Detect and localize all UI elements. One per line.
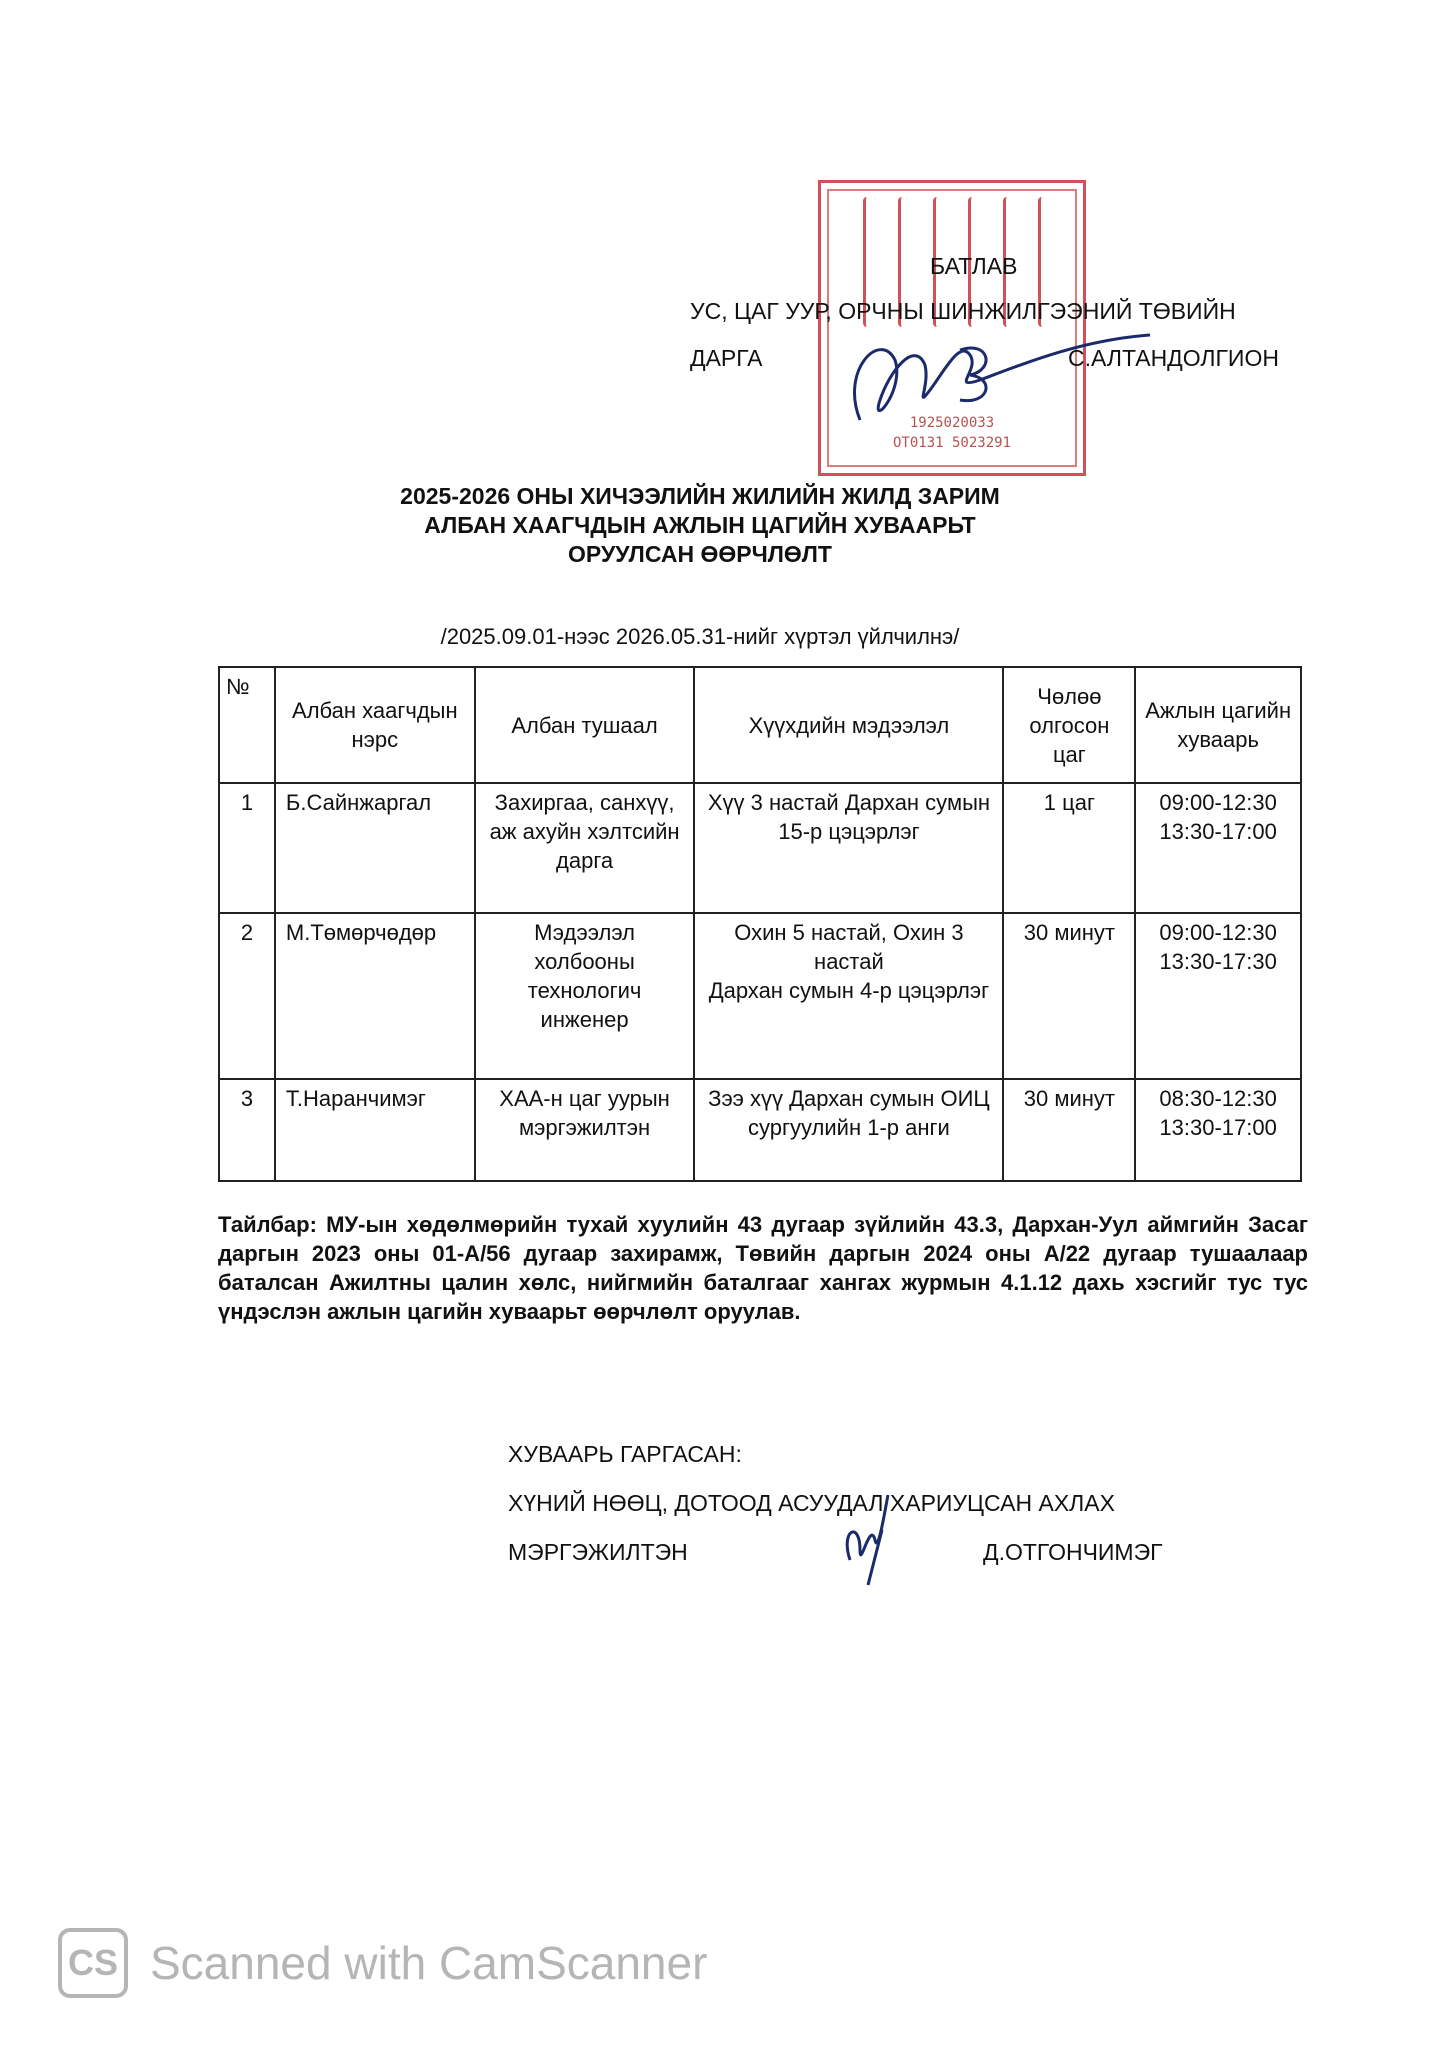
header-schedule: Ажлын цагийн хуваарь bbox=[1135, 667, 1301, 783]
validity-period: /2025.09.01-нээс 2026.05.31-нийг хүртэл үйлчилнэ/ bbox=[440, 624, 960, 649]
prepared-by-role: МЭРГЭЖИЛТЭН bbox=[508, 1539, 688, 1565]
schedule-table bbox=[218, 666, 1302, 1182]
prepared-by-header: ХУВААРЬ ГАРГАСАН: bbox=[508, 1441, 742, 1467]
table-row bbox=[219, 783, 1301, 913]
schedule-morning: 08:30-12:30 bbox=[1159, 1086, 1277, 1111]
employee-position: Мэдээлэл холбооны технологич инженер bbox=[475, 913, 695, 1079]
schedule-afternoon: 13:30-17:00 bbox=[1159, 819, 1277, 844]
watermark-text: Scanned with CamScanner bbox=[150, 1937, 708, 1989]
leave-time: 30 минут bbox=[1003, 1079, 1135, 1181]
approval-organization: УС, ЦАГ УУР, ОРЧНЫ ШИНЖИЛГЭЭНИЙ ТӨВИЙН bbox=[690, 298, 1236, 324]
work-schedule bbox=[1135, 783, 1301, 913]
schedule-afternoon: 13:30-17:30 bbox=[1159, 949, 1277, 974]
employee-position: ХАА-н цаг уурын мэргэжилтэн bbox=[475, 1079, 695, 1181]
row-number: 2 bbox=[219, 913, 275, 1079]
header-leave: Чөлөө олгосон цаг bbox=[1003, 667, 1135, 783]
title-line-2: АЛБАН ХААГЧДЫН АЖЛЫН ЦАГИЙН ХУВААРЬТ bbox=[424, 512, 976, 538]
table-row bbox=[219, 913, 1301, 1079]
schedule-morning: 09:00-12:30 bbox=[1159, 920, 1277, 945]
child-info bbox=[694, 913, 1003, 1079]
table-header-row bbox=[219, 667, 1301, 783]
leave-time: 30 минут bbox=[1003, 913, 1135, 1079]
approval-header: БАТЛАВ bbox=[930, 253, 1018, 279]
stamp-code-1: 1925020033 bbox=[909, 415, 995, 431]
schedule-morning: 09:00-12:30 bbox=[1159, 790, 1277, 815]
specialist-signature bbox=[830, 1480, 910, 1590]
work-schedule bbox=[1135, 913, 1301, 1079]
header-name: Албан хаагчдын нэрс bbox=[275, 667, 475, 783]
child-info-line-2: Дархан сумын 4-р цэцэрлэг bbox=[708, 978, 990, 1003]
row-number: 3 bbox=[219, 1079, 275, 1181]
employee-name: Б.Сайнжаргал bbox=[275, 783, 475, 913]
stamp-code-2: ОТ0131 5023291 bbox=[892, 435, 1011, 451]
approval-position: ДАРГА bbox=[690, 345, 763, 371]
schedule-afternoon: 13:30-17:00 bbox=[1159, 1115, 1277, 1140]
document-title bbox=[250, 482, 1150, 569]
prepared-by-name: Д.ОТГОНЧИМЭГ bbox=[983, 1539, 1163, 1565]
approval-name: С.АЛТАНДОЛГИОН bbox=[1068, 345, 1279, 371]
title-line-1: 2025-2026 ОНЫ ХИЧЭЭЛИЙН ЖИЛИЙН ЖИЛД ЗАРИМ bbox=[400, 483, 1000, 509]
child-info-line-1: Охин 5 настай, Охин 3 настай bbox=[734, 920, 964, 974]
leave-time: 1 цаг bbox=[1003, 783, 1135, 913]
header-children: Хүүхдийн мэдээлэл bbox=[694, 667, 1003, 783]
camscanner-watermark bbox=[58, 1928, 707, 1998]
title-line-3: ОРУУЛСАН ӨӨРЧЛӨЛТ bbox=[568, 541, 832, 567]
employee-position: Захиргаа, санхүү, аж ахуйн хэлтсийн дарга bbox=[475, 783, 695, 913]
explanatory-note: Тайлбар: МУ-ын хөдөлмөрийн тухай хуулийн 43 дугаар зүйлийн 43.3, Дархан-Уул аймгийн Засаг даргын 2023 оны 01-А/56 дугаар захирамж, Төвийн даргын 2024 оны А/22 дугаар тушаалаар баталсан Ажилтны цалин хөлс, нийгмийн баталгааг хангах журмын 4.1.12 дахь хэсгийг тус тус үндэслэн ажлын цагийн хуваарьт өөрчлөлт оруулав. bbox=[218, 1212, 1308, 1324]
table-row bbox=[219, 1079, 1301, 1181]
child-info: Хүү 3 настай Дархан сумын 15-р цэцэрлэг bbox=[694, 783, 1003, 913]
row-number: 1 bbox=[219, 783, 275, 913]
employee-name: М.Төмөрчөдөр bbox=[275, 913, 475, 1079]
prepared-by-title: ХҮНИЙ НӨӨЦ, ДОТООД АСУУДАЛ ХАРИУЦСАН АХЛАХ bbox=[508, 1490, 1115, 1516]
header-number: № bbox=[219, 667, 275, 783]
work-schedule bbox=[1135, 1079, 1301, 1181]
header-position: Албан тушаал bbox=[475, 667, 695, 783]
employee-name: Т.Наранчимэг bbox=[275, 1079, 475, 1181]
child-info: Зээ хүү Дархан сумын ОИЦ сургуулийн 1-р анги bbox=[694, 1079, 1003, 1181]
camscanner-logo-icon: CS bbox=[58, 1928, 128, 1998]
